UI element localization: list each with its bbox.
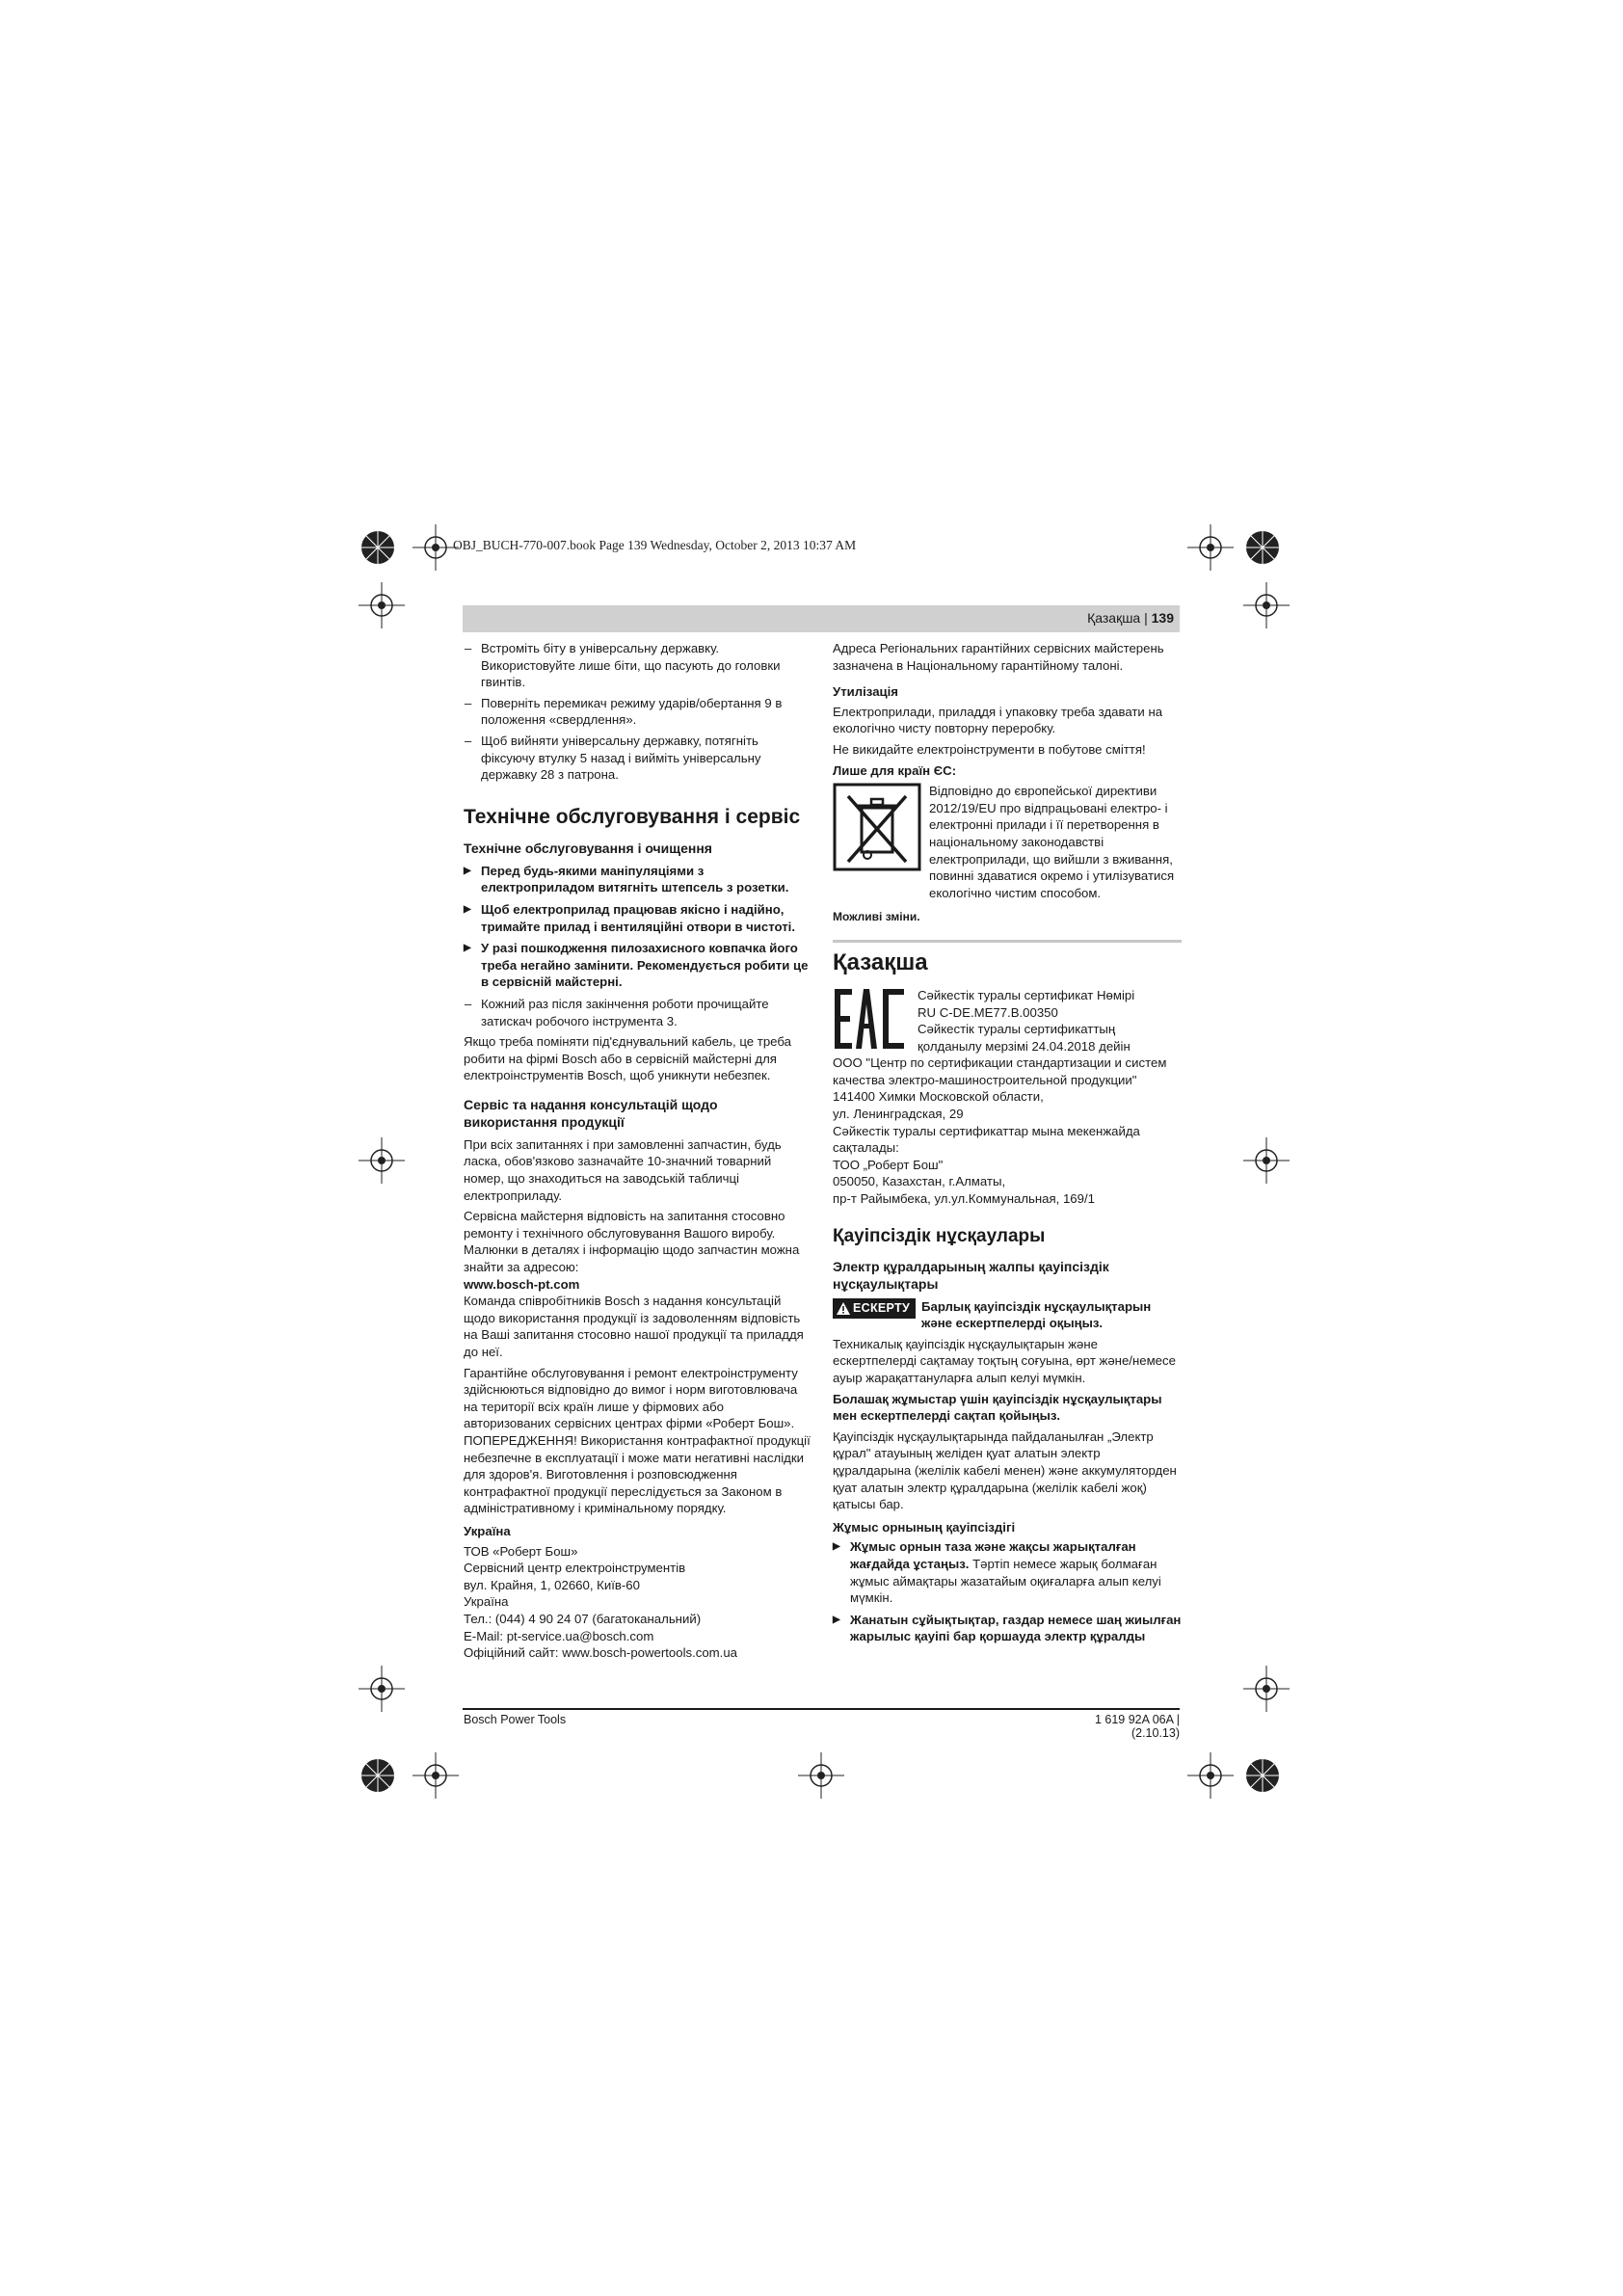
address-block xyxy=(464,1543,812,1662)
certificate-details xyxy=(833,1055,1182,1207)
address-line: Україна xyxy=(464,1594,509,1610)
header-section: Қазақша xyxy=(1087,610,1141,626)
address-line: Тел.: (044) 4 90 24 07 (багатоканальний) xyxy=(464,1611,702,1626)
tool-definition-note: Қауіпсіздік нұсқаулықтарында пайдаланылған „Электр құрал" атауының желіден қуат алатын электр құралдарына (желілік кабелі менен) және аккумуляторден қуат алатын электр құралдарына (желілік кабелі жоқ) қатысы бар. xyxy=(833,1428,1177,1512)
cleaning-heading: Технічне обслуговування і очищення xyxy=(464,840,712,856)
step-item: – Встроміть біту в універсальну державку. Використовуйте лише біти, що пасують до головки гвинтів. xyxy=(464,640,812,691)
warning-lead: Барлық қауіпсіздік нұсқаулықтарын және ескертпелерді оқыңыз. xyxy=(921,1298,1152,1331)
eu-text: Відповідно до європейської директиви 2012/19/EU про відпрацьовані електро- і електронні прилади і її перетворення в національному законодавстві електроприлади, що вийшли з вживання, повинні здаватися окремо і утилізуватися екологічно чистим способом. xyxy=(929,784,1175,900)
certificate-lines xyxy=(918,987,1134,1055)
warning-triangle-icon xyxy=(837,1302,850,1315)
workplace-item-text: Тәртіп немесе жарық болмаған жұмыс аймақтары жазатайым оқиғаларға алып келуі мүмкін. xyxy=(850,1556,1161,1606)
service-paragraph: Гарантійне обслуговування і ремонт електроінструменту здійснюються відповідно до вимог і норм виготовлювача на території всіх країн лише у фірмових або авторизованих сервісних центрах фірми «Роберт Бош». ПОПЕРЕДЖЕННЯ! Використання контрафактної продукції небезпечне в експлуатації і може мати негативні наслідки для здоров'я. Виготовлення і розповсюдження контрафактної продукції переслідується за Законом в адміністративному і кримінальному порядку. xyxy=(464,1365,811,1516)
crosshair-mark-top-left xyxy=(412,524,459,571)
certificate-detail-line: Сәйкестік туралы сертификаттар мына мекенжайда сақталады: xyxy=(833,1123,1140,1156)
eu-only-label: Лише для країн ЄС: xyxy=(833,762,957,778)
certificate-detail-line: 141400 Химки Московской области, xyxy=(833,1089,1044,1105)
certificate-detail-line: 050050, Казахстан, г.Алматы, xyxy=(833,1174,1006,1189)
language-heading: Қазақша xyxy=(833,948,928,975)
workplace-item-bold: Жанатын сұйықтықтар, газдар немесе шаң жиылған жарылыс қауіпі бар қоршауда электр құралды xyxy=(850,1612,1182,1644)
registration-mark-top-right xyxy=(1243,528,1282,567)
header-text: Қазақша | 139 xyxy=(1087,610,1174,626)
registration-mark-bottom-left xyxy=(359,1756,397,1795)
eac-logo xyxy=(833,987,910,1051)
safety-heading: Қауіпсіздік нұсқаулары xyxy=(833,1225,1046,1246)
address-line: Сервісний центр електроінструментів xyxy=(464,1561,686,1576)
service-paragraph: Сервісна майстерня відповість на запитання стосовно ремонту і технічного обслуговування Вашого виробу. Малюнки в деталях і інформацію щодо запчастин можна знайти за адресою: xyxy=(464,1209,800,1275)
footer-brand: Bosch Power Tools xyxy=(464,1713,567,1726)
keep-instructions-note: Болашақ жұмыстар үшін қауіпсіздік нұсқаулықтары мен ескертпелерді сақтап қойыңыз. xyxy=(833,1391,1162,1424)
footer-code: 1 619 92A 06A | (2.10.13) xyxy=(1094,1713,1180,1740)
certificate-line: Сәйкестік туралы сертификат Нөмірі xyxy=(918,987,1135,1002)
section-divider xyxy=(833,940,1182,943)
country-heading: Україна xyxy=(464,1523,511,1538)
workplace-heading: Жұмыс орнының қауіпсіздігі xyxy=(833,1519,1016,1535)
crossed-bin-icon xyxy=(833,783,921,871)
certificate-detail-line: пр-т Райымбека, ул.ул.Коммунальная, 169/1 xyxy=(833,1191,1095,1207)
warning-badge-label: ЕСКЕРТУ xyxy=(853,1300,911,1315)
left-column xyxy=(464,640,812,1662)
warning-row xyxy=(833,1298,1182,1332)
crosshair-mark-lower-right xyxy=(1243,1666,1290,1712)
general-safety-heading: Электр құралдарының жалпы қауіпсіздік нұсқаулықтары xyxy=(833,1258,1109,1292)
page-header xyxy=(463,605,1180,632)
cleaning-note: – Кожний раз після закінчення роботи прочищайте затискач робочого інструмента 3. xyxy=(464,996,812,1029)
maintenance-heading: Технічне обслуговування і сервіс xyxy=(464,805,801,828)
warning-item: ▶ У разі пошкодження пилозахисного ковпачка його треба негайно замінити. Рекомендується робити це в сервісній майстерні. xyxy=(464,940,812,991)
certificate-detail-line: ул. Ленинградская, 29 xyxy=(833,1107,964,1122)
step-item: – Щоб вийняти універсальну державку, потягніть фіксуючу втулку 5 назад і вийміть універсальну державку 28 з патрона. xyxy=(464,733,812,784)
crosshair-mark-bottom-left xyxy=(412,1752,459,1799)
service-heading: Сервіс та надання консультацій щодо використання продукції xyxy=(464,1096,718,1130)
print-slug: OBJ_BUCH-770-007.book Page 139 Wednesday, October 2, 2013 10:37 AM xyxy=(453,538,857,552)
cable-note: Якщо треба поміняти під'єднувальний кабель, це треба робити на фірмі Bosch або в сервісній майстерні для електроінструментів Bosch, щоб уникнути небезпек. xyxy=(464,1034,791,1083)
address-line: ТОВ «Роберт Бош» xyxy=(464,1543,578,1559)
service-url: www.bosch-pt.com xyxy=(464,1276,580,1292)
certificate-line: RU C-DE.ME77.B.00350 xyxy=(918,1004,1058,1020)
right-column xyxy=(833,640,1182,1650)
page-number: 139 xyxy=(1151,610,1174,626)
regional-note: Адреса Регіональних гарантійних сервісних майстерень зазначена в Національному гарантійному талоні. xyxy=(833,641,1164,673)
crosshair-mark-mid-right xyxy=(1243,1137,1290,1184)
certificate-block xyxy=(833,987,1182,1055)
crosshair-mark-lower-left xyxy=(359,1666,405,1712)
crosshair-mark-top-right xyxy=(1187,524,1234,571)
weee-block xyxy=(833,783,1182,901)
disposal-paragraph: Не викидайте електроінструменти в побутове сміття! xyxy=(833,741,1146,757)
address-line: вул. Крайня, 1, 02660, Київ-60 xyxy=(464,1577,640,1592)
warning-item: ▶ Щоб електроприлад працював якісно і надійно, тримайте прилад і вентиляційні отвори в чистоті. xyxy=(464,901,812,935)
registration-mark-bottom-right xyxy=(1243,1756,1282,1795)
disposal-heading: Утилізація xyxy=(833,684,898,700)
crosshair-mark-mid-left xyxy=(359,1137,405,1184)
service-paragraph: При всіх запитаннях і при замовленні запчастин, будь ласка, обов'язково зазначайте 10-значний товарний номер, що знаходиться на заводській табличці електроприладу. xyxy=(464,1136,782,1203)
warning-badge xyxy=(833,1298,916,1320)
step-item: – Поверніть перемикач режиму ударів/обертання 9 в положення «свердлення». xyxy=(464,695,812,729)
certificate-detail-line: ООО "Центр по сертификации стандартизации и систем качества электро-машиностроительной продукции" xyxy=(833,1055,1167,1087)
service-paragraph: Команда співробітників Bosch з надання консультацій щодо використання продукції із задоволенням відповість на Ваші запитання стосовно нашої продукції та приладдя до неї. xyxy=(464,1294,804,1359)
crosshair-mark-bottom-right xyxy=(1187,1752,1234,1799)
certificate-detail-line: ТОО „Роберт Бош" xyxy=(833,1157,944,1172)
certificate-line: қолданылу мерзімі 24.04.2018 дейін xyxy=(918,1038,1131,1054)
warning-paragraph: Техникалық қауіпсіздік нұсқаулықтарын және ескертпелерді сақтамау тоқтың соғуына, өрт және/немесе ауыр жарақаттануларға алып келуі мүмкін. xyxy=(833,1336,1176,1385)
address-line: E-Mail: pt-service.ua@bosch.com xyxy=(464,1628,654,1643)
changes-note: Можливі зміни. xyxy=(833,910,920,924)
crosshair-mark-upper-right xyxy=(1243,582,1290,628)
disposal-paragraph: Електроприлади, приладдя і упаковку треба здавати на екологічно чисту повторну переробку. xyxy=(833,704,1163,736)
footer-rule xyxy=(463,1708,1180,1710)
workplace-item-bold: Жұмыс орнын таза және жақсы жарықталған жағдайда ұстаңыз. xyxy=(850,1539,1136,1571)
workplace-item xyxy=(833,1538,1182,1606)
warning-item: ▶ Перед будь-якими маніпуляціями з електроприладом витягніть штепсель з розетки. xyxy=(464,863,812,896)
workplace-item xyxy=(833,1612,1182,1645)
certificate-line: Сәйкестік туралы сертификаттың xyxy=(918,1022,1116,1037)
crosshair-mark-bottom-center xyxy=(798,1752,844,1799)
crosshair-mark-upper-left xyxy=(359,582,405,628)
address-line: Офіційний сайт: www.bosch-powertools.com.ua xyxy=(464,1645,738,1661)
registration-mark-top-left xyxy=(359,528,397,567)
